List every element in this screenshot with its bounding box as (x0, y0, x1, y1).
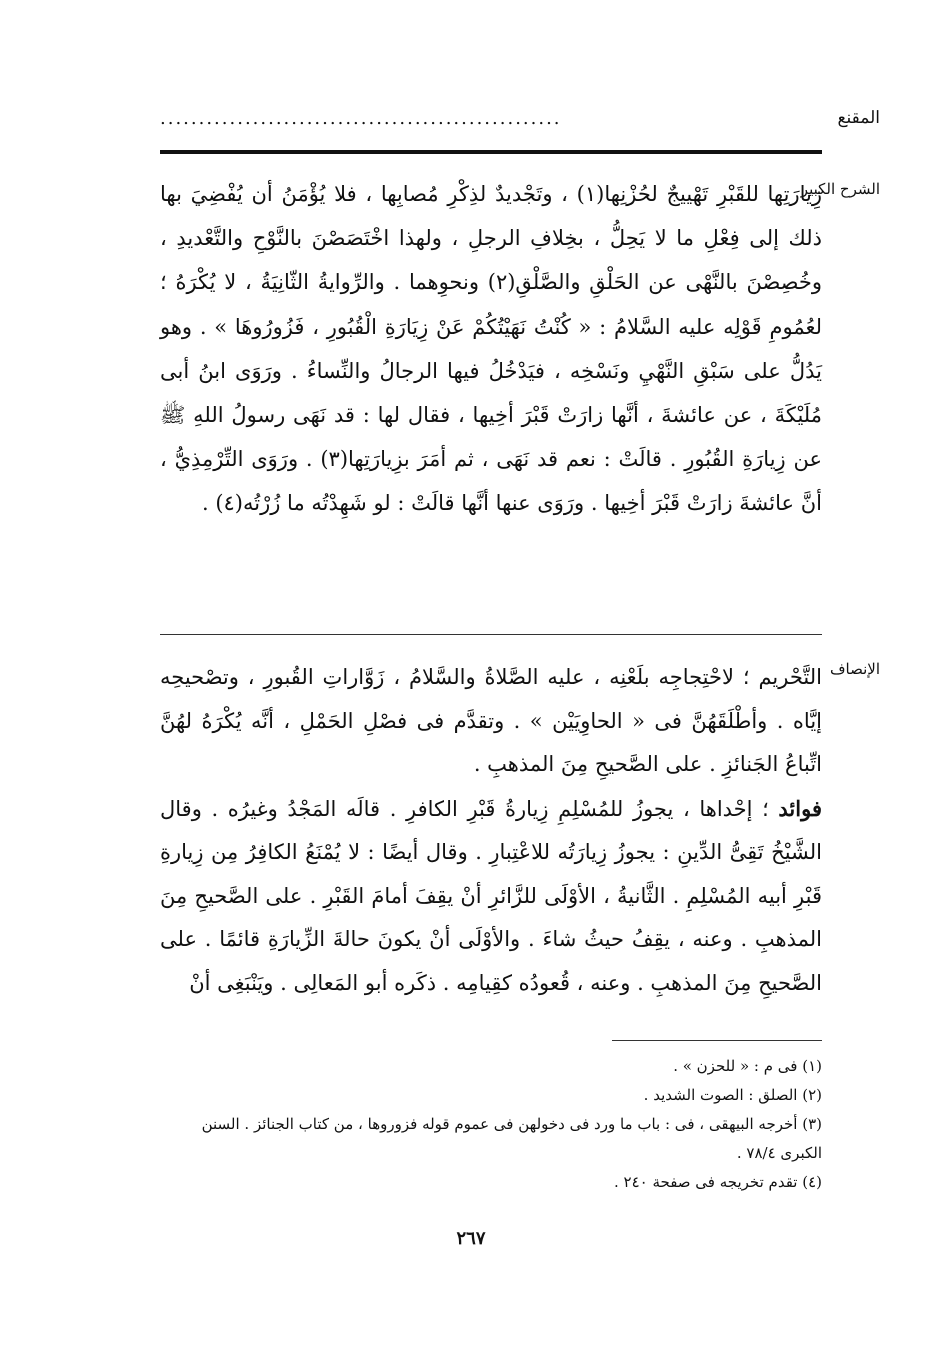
page-number: ٢٦٧ (456, 1228, 486, 1249)
leader-dots: .................................................... (160, 108, 562, 129)
footnote-4: (٤) تقدم تخريجه فى صفحة ٢٤٠ . (613, 1173, 822, 1191)
fawaid-lead: فوائد (778, 795, 822, 821)
insaf-paragraph-1: التَّحْريم ؛ لاحْتِجاجِه بلَعْنِه ، عليه الصَّلاةُ والسَّلامُ ، زَوَّاراتِ القُبورِ ، وتصْحيحِه إيَّاه . وأطْلَقَهُنَّ فى « الحاوِيَيْن » . وتقدَّم فى فصْلِ الحَمْلِ ، أنَّه يُكْرَهُ لهُنَّ اتِّباعُ الجَنائزِ . على الصَّحيحِ مِنَ المذهبِ . (160, 665, 822, 776)
insaf-paragraph-2-text: ؛ إحْداها ، يجوزُ للمُسْلِمِ زِيارةُ قَبْرِ الكافرِ . قالَه المَجْدُ وغيرُه . وقال الشَّيْخُ تَقِىُّ الدِّينِ : يجوزُ زِيارَتُه للاعْتِبارِ . وقال أيضًا : لا يُمْنَعُ الكافِرُ مِن زِيارةِ قَبْرِ أبيه المُسْلِمِ . الثَّانيةُ ، الأوْلَى للزَّائرِ أنْ يقِفَ أمامَ القَبْرِ . على الصَّحيحِ مِنَ المذهبِ . وعنه ، يقِفُ حيثُ شاءَ . والأوْلَى أنْ يكونَ حالةَ الزِّيارَةِ قائمًا . على الصَّحيحِ مِنَ المذهبِ . وعنه ، قُعودُه كقِيامِه . ذكَره أبو المَعالِى . ويَنْبَغِى أنْ (160, 796, 822, 995)
section-divider (160, 634, 822, 635)
footnote-2: (٢) الصلق : الصوت الشديد . (643, 1086, 822, 1104)
sharh-paragraph: زِيارَتِها للقَبْرِ تَهْييجٌ لحُزْنِها(١) ، وتَجْديدٌ لذِكْرِ مُصابِها ، فلا يُؤْمَنُ أن يُفْضِيَ بها ذلك إلى فِعْلِ ما لا يَحِلُّ ، بخِلافِ الرجلِ ، ولهذا اخْتَصَصْنَ بالنَّوْحِ والتَّعْديدِ ، وخُصِصْنَ بالنَّهْى عن الحَلْقِ والصَّلْقِ(٢) ونحوِهما . والرِّوايةُ الثّانِيَةُ ، لا يُكْرَهُ ؛ لعُمُومِ قَوْلِه عليه السَّلامُ : « كُنْتُ نَهَيْتُكُمْ عَنْ زِيَارَةِ الْقُبُورِ ، فَزُورُوهَا » . وهو يَدُلُّ على سَبْقِ النَّهْيِ ونَسْخِه ، فيَدْخُلُ فيها الرجالُ والنِّساءُ . ورَوَى ابنُ أبى مُلَيْكَةَ ، عن عائشةَ ، أنَّها زارَتْ قَبْرَ أخِيها ، فقال لها : قد نَهَى رسولُ اللهِ ﷺ عن زِيارَةِ القُبُورِ . قالَتْ : نعم قد نَهَى ، ثم أمَرَ بزِيارَتِها(٣) . ورَوَى التِّرْمِذِيُّ ، أنَّ عائشةَ زارَتْ قَبْرَ أخِيها . ورَوَى عنها أنَّها قالَتْ : لو شَهِدْتُه ما زُرْتُه(٤) . (160, 182, 823, 516)
footnote-rule (612, 1040, 822, 1041)
footnote-3: (٣) أخرجه البيهقى ، فى : باب ما ورد فى دخولهن فى عموم قوله فزوروها ، من كتاب الجنائز . السنن الكبرى ٧٨/٤ . (201, 1115, 822, 1162)
insaf-paragraph-2 (160, 787, 822, 1006)
header-rule (160, 150, 822, 154)
insaf-text-block (160, 656, 822, 1005)
side-label-sharh: الشرح الكبير (800, 180, 880, 198)
running-title: المقنع (837, 108, 880, 128)
footnote-1: (١) فى م : « للحزن » . (673, 1057, 822, 1075)
sharh-text-block (160, 172, 822, 526)
footnotes (160, 1052, 822, 1197)
side-label-insaf: الإنصاف (829, 660, 880, 678)
